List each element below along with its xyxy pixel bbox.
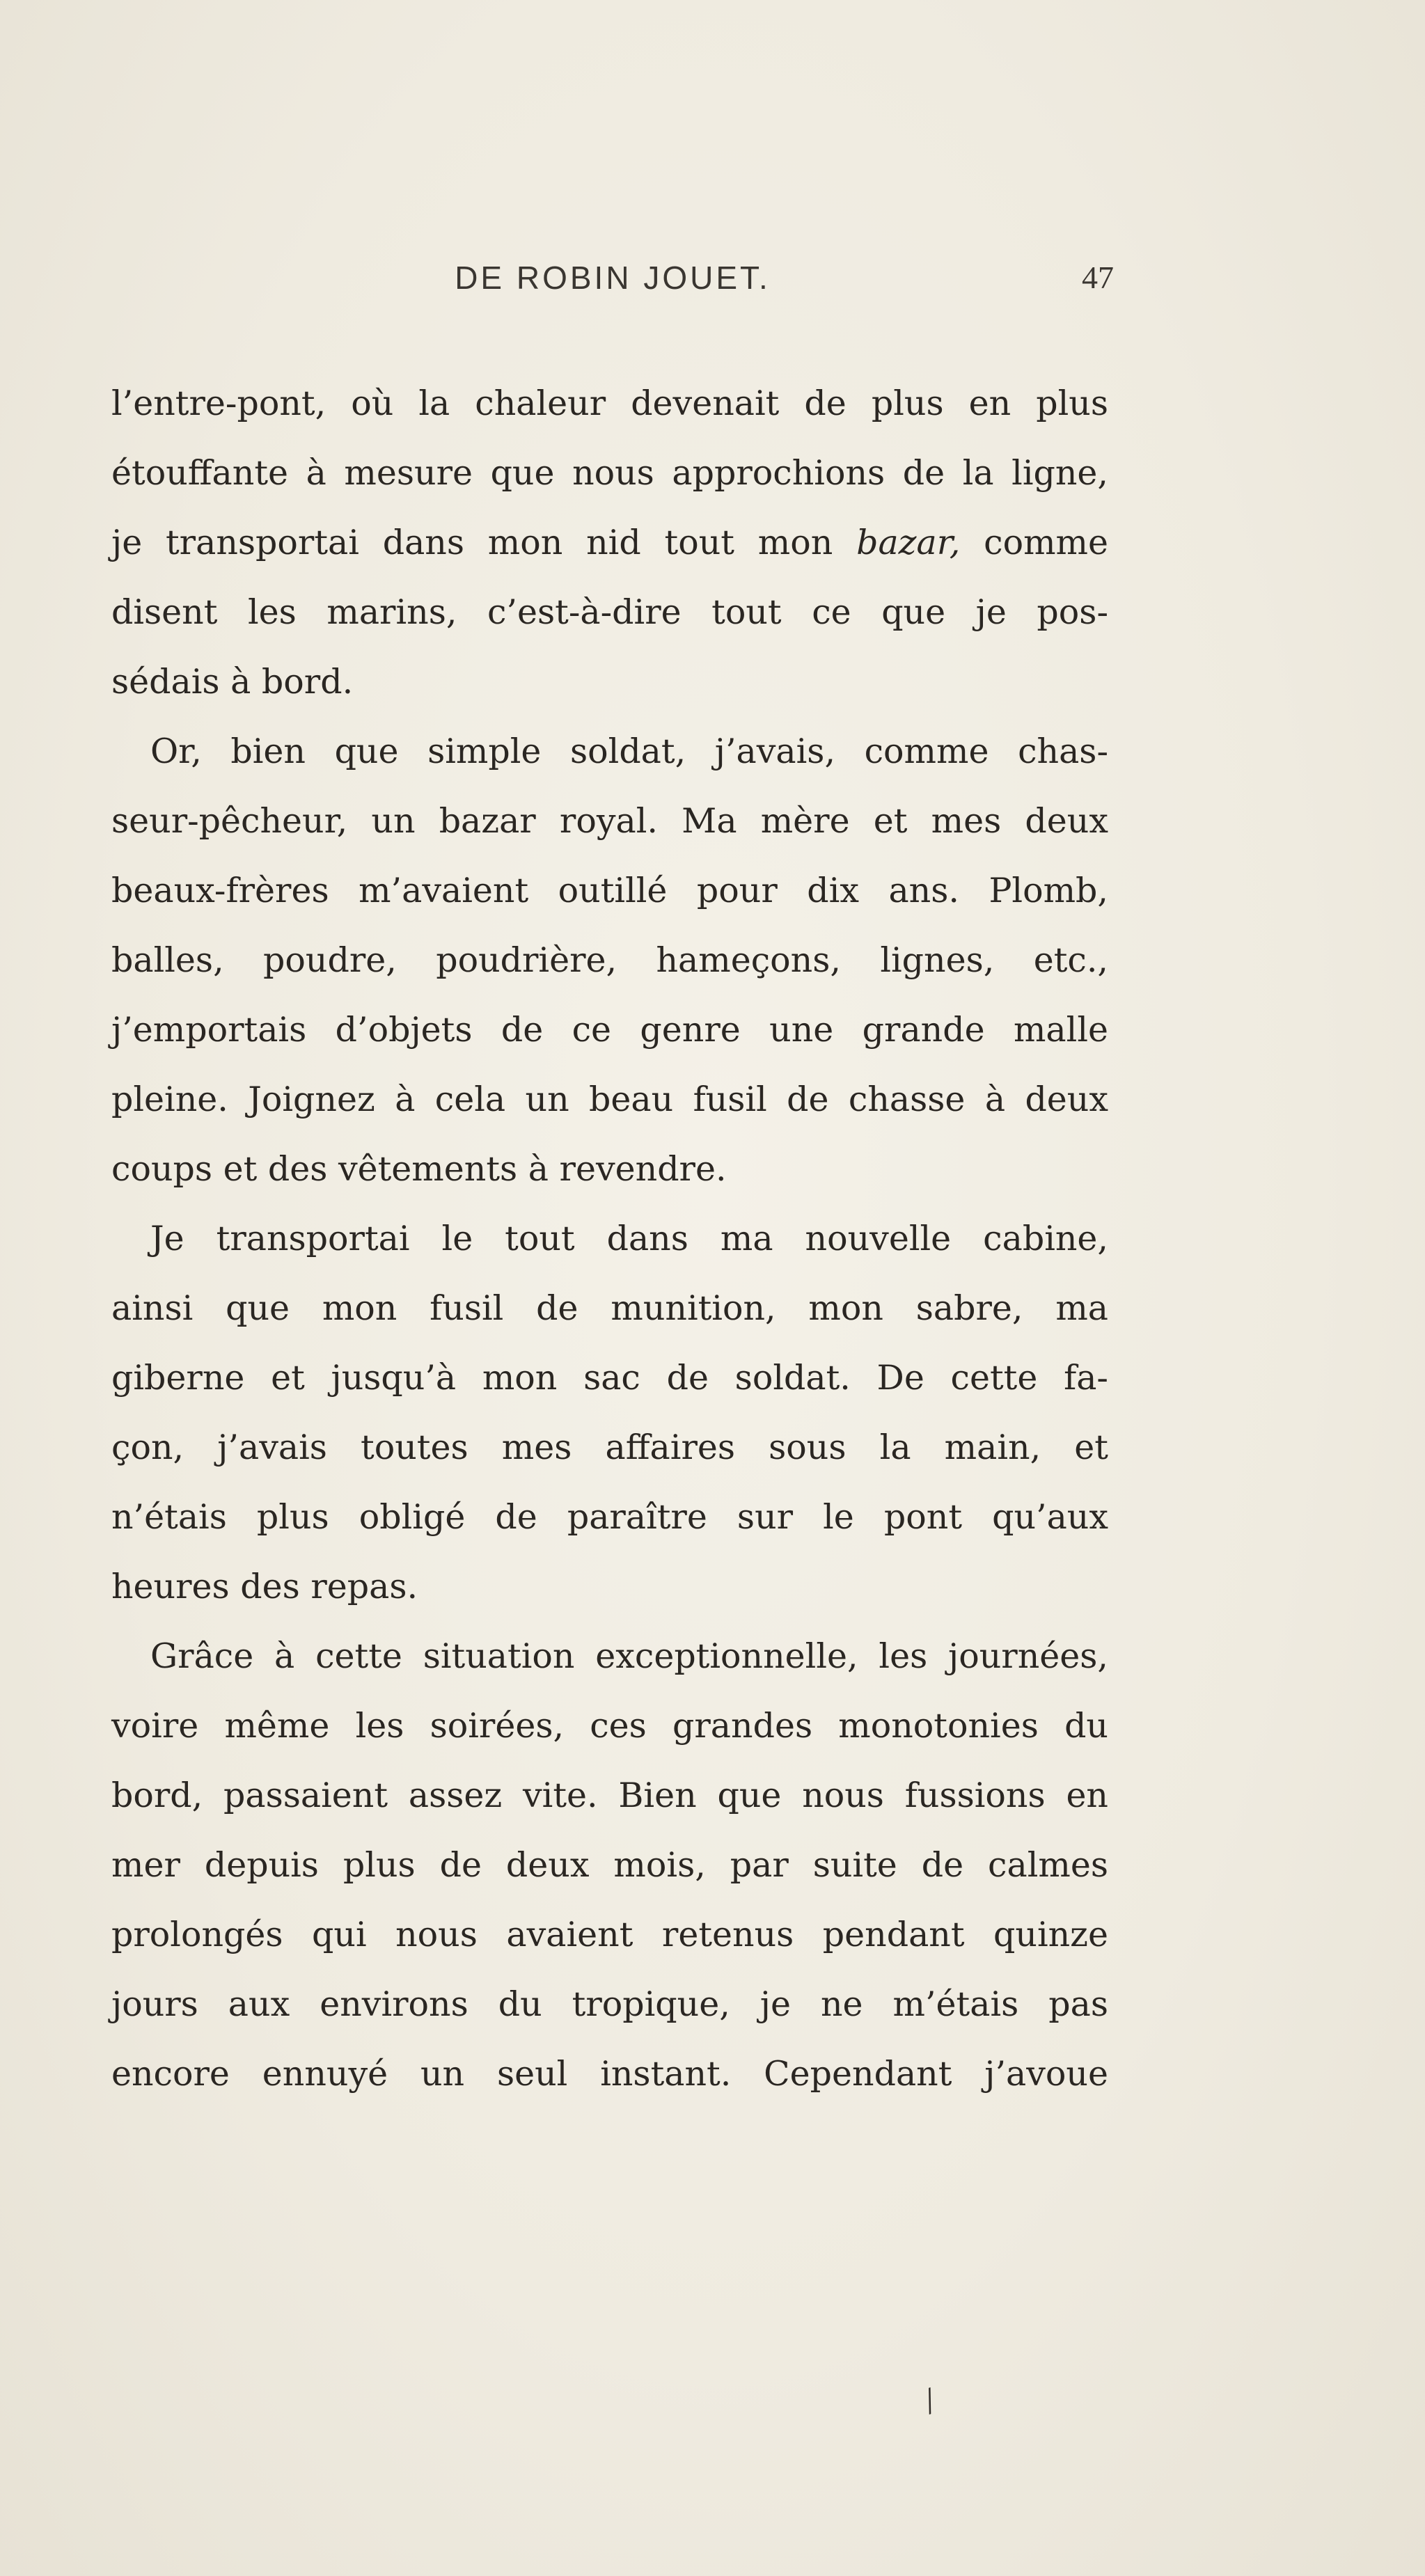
text-line: seur-pêcheur, un bazar royal. Ma mère et mes deux <box>111 801 1108 841</box>
text-line <box>111 508 1108 578</box>
running-title: DE ROBIN JOUET. <box>455 260 771 296</box>
italic-word: bazar, <box>856 523 961 562</box>
text-line: beaux-frères m’avaient outillé pour dix ans. Plomb, <box>111 871 1108 910</box>
text-line: bord, passaient assez vite. Bien que nous fussions en <box>111 1776 1108 1815</box>
running-head <box>111 259 1114 308</box>
paragraph-first-line: Grâce à cette situation exceptionnelle, les journées, <box>150 1636 1108 1676</box>
text-segment: je transportai dans mon nid tout mon <box>111 523 857 562</box>
text-line: giberne et jusqu’à mon sac de soldat. De cette fa- <box>111 1358 1108 1398</box>
text-line: j’emportais d’objets de ce genre une grande malle <box>111 1010 1108 1050</box>
text-line: prolongés qui nous avaient retenus pendant quinze <box>111 1915 1108 1954</box>
text-line: balles, poudre, poudrière, hameçons, lignes, etc., <box>111 940 1108 980</box>
body-text <box>111 369 1108 2109</box>
paragraph-first-line: Or, bien que simple soldat, j’avais, comme chas- <box>150 732 1108 771</box>
text-line: étouffante à mesure que nous approchions de la ligne, <box>111 453 1108 493</box>
text-line: l’entre-pont, où la chaleur devenait de plus en plus <box>111 384 1108 423</box>
text-line: voire même les soirées, ces grandes monotonies du <box>111 1706 1108 1746</box>
text-line: pleine. Joignez à cela un beau fusil de chasse à deux <box>111 1080 1108 1119</box>
text-segment: comme <box>960 523 1109 562</box>
text-line: çon, j’avais toutes mes affaires sous la main, et <box>111 1428 1108 1467</box>
text-line: coups et des vêtements à revendre. <box>111 1149 727 1189</box>
text-line: jours aux environs du tropique, je ne m’étais pas <box>111 1984 1108 2024</box>
paragraph-first-line: Je transportai le tout dans ma nouvelle cabine, <box>150 1219 1108 1258</box>
text-line: mer depuis plus de deux mois, par suite de calmes <box>111 1845 1108 1885</box>
signature-mark: / <box>918 2379 942 2422</box>
page-number: 47 <box>1082 260 1114 295</box>
text-line: ainsi que mon fusil de munition, mon sabre, ma <box>111 1288 1108 1328</box>
text-line: sédais à bord. <box>111 662 354 702</box>
text-line: heures des repas. <box>111 1567 418 1606</box>
text-line: disent les marins, c’est-à-dire tout ce que je pos- <box>111 592 1108 632</box>
text-line: encore ennuyé un seul instant. Cependant j’avoue <box>111 2054 1108 2094</box>
text-line: n’étais plus obligé de paraître sur le pont qu’aux <box>111 1497 1108 1537</box>
